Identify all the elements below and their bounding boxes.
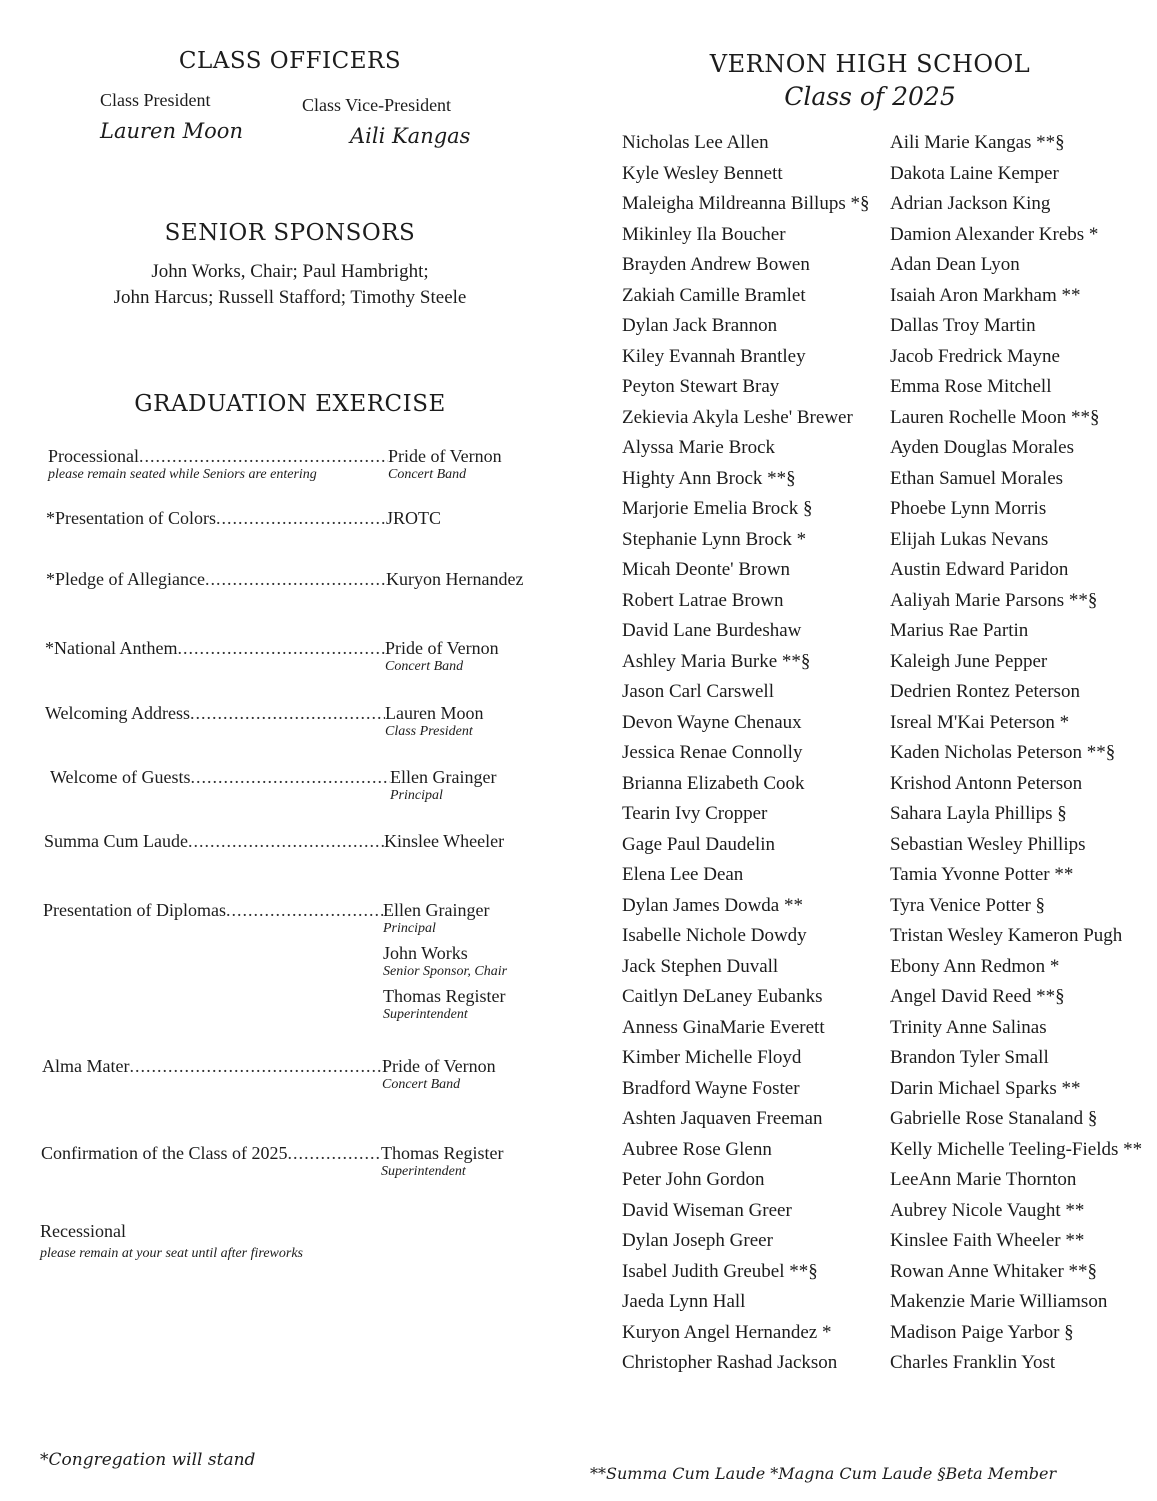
graduate-name: Makenzie Marie Williamson <box>890 1291 1108 1312</box>
program-role: Concert Band <box>385 659 464 674</box>
honors-legend: **Summa Cum Laude *Magna Cum Laude §Beta Member <box>590 1464 1057 1483</box>
graduate-name: Jessica Renae Connolly <box>622 742 803 763</box>
graduate-name: Charles Franklin Yost <box>890 1352 1056 1373</box>
graduate-name: David Lane Burdeshaw <box>622 620 802 641</box>
program-role: Principal <box>383 921 436 936</box>
school-name-heading: VERNON HIGH SCHOOL <box>709 50 1031 78</box>
presenter-name: Thomas Register <box>383 986 506 1006</box>
graduate-name: Brayden Andrew Bowen <box>622 254 810 275</box>
program-item-processional <box>48 446 578 483</box>
program-role: Class President <box>385 724 473 739</box>
graduate-name: Isreal M'Kai Peterson * <box>890 711 1070 733</box>
program-performer: Thomas Register <box>381 1143 504 1163</box>
graduate-name: Ethan Samuel Morales <box>890 467 1064 489</box>
graduate-name: Rowan Anne Whitaker **§ <box>890 1260 1098 1282</box>
program-item-recessional <box>40 1221 570 1262</box>
graduate-name: Elijah Lukas Nevans <box>890 528 1049 550</box>
graduate-name: Jason Carl Carswell <box>622 681 774 702</box>
graduate-name: Kinslee Faith Wheeler ** <box>890 1230 1085 1251</box>
program-event: Recessional <box>40 1221 126 1241</box>
program-event: Alma Mater <box>42 1056 130 1076</box>
graduate-name: Maleigha Mildreanna Billups *§ <box>622 193 870 214</box>
graduate-name: Dedrien Rontez Peterson <box>890 681 1080 702</box>
graduate-name: Kyle Wesley Bennett <box>622 162 783 184</box>
program-performer: Kinslee Wheeler <box>384 831 505 851</box>
program-performer: Ellen Grainger <box>390 767 497 787</box>
graduate-name: Austin Edward Paridon <box>890 559 1069 580</box>
graduate-name: Isabel Judith Greubel **§ <box>622 1260 818 1282</box>
graduate-name: Jack Stephen Duvall <box>622 955 779 977</box>
graduate-name: Dakota Laine Kemper <box>890 162 1059 184</box>
graduate-name: Lauren Rochelle Moon **§ <box>890 406 1100 428</box>
class-president-name: Lauren Moon <box>100 119 243 143</box>
presenter-name: John Works <box>383 943 468 963</box>
senior-sponsors-heading: SENIOR SPONSORS <box>164 220 416 246</box>
class-year-title: Class of 2025 <box>784 82 956 111</box>
class-president-role: Class President <box>100 90 211 110</box>
sponsors-line-2: John Harcus; Russell Stafford; Timothy Steele <box>113 287 467 308</box>
graduate-name: Jacob Fredrick Mayne <box>890 345 1060 367</box>
program-item-welcome-guests <box>50 767 580 804</box>
program-performer: Lauren Moon <box>385 703 484 723</box>
graduate-name: Aubrey Nicole Vaught ** <box>890 1199 1085 1221</box>
program-item-summa-cum-laude <box>44 831 574 852</box>
presenter-role: Superintendent <box>383 1007 468 1022</box>
program-event: Processional <box>48 446 139 466</box>
graduate-name: Kelly Michelle Teeling-Fields ** <box>890 1138 1143 1160</box>
class-officers-heading: CLASS OFFICERS <box>178 48 402 74</box>
graduate-name: Darin Michael Sparks ** <box>890 1077 1081 1099</box>
graduate-name: Sahara Layla Phillips § <box>890 803 1067 824</box>
program-item-welcoming-address <box>45 703 575 740</box>
graduate-name: Jaeda Lynn Hall <box>622 1291 746 1312</box>
graduate-name: Peter John Gordon <box>622 1169 765 1190</box>
graduate-roster-right <box>890 128 1142 1379</box>
program-item-anthem <box>45 638 575 675</box>
graduate-name: Ashley Maria Burke **§ <box>622 650 811 672</box>
graduate-name: Madison Paige Yarbor § <box>890 1321 1074 1343</box>
graduate-name: Emma Rose Mitchell <box>890 376 1052 397</box>
class-vice-president <box>302 95 470 148</box>
graduate-name: Elena Lee Dean <box>622 864 744 885</box>
graduate-name: Ashten Jaquaven Freeman <box>622 1108 823 1129</box>
graduate-name: Gabrielle Rose Stanaland § <box>890 1108 1098 1129</box>
graduate-name: Dylan James Dowda ** <box>622 894 803 916</box>
program-event: *Presentation of Colors <box>46 508 216 528</box>
graduate-name: Stephanie Lynn Brock * <box>622 528 807 550</box>
graduate-name: Adrian Jackson King <box>890 193 1051 214</box>
program-item-diplomas <box>43 900 573 1023</box>
graduate-name: Anness GinaMarie Everett <box>622 1016 825 1038</box>
graduate-roster-left <box>622 128 869 1379</box>
program-performer: Pride of Vernon <box>382 1056 496 1076</box>
graduate-name: Kaleigh June Pepper <box>890 650 1048 672</box>
graduate-name: Ebony Ann Redmon * <box>890 955 1060 977</box>
presenter-role: Senior Sponsor, Chair <box>383 964 508 979</box>
graduate-name: Dallas Troy Martin <box>890 315 1036 336</box>
graduate-name: Trinity Anne Salinas <box>890 1016 1047 1038</box>
class-president <box>100 90 243 143</box>
graduate-name: Phoebe Lynn Morris <box>890 498 1047 519</box>
graduate-name: Isaiah Aron Markham ** <box>890 284 1081 306</box>
program-role: Superintendent <box>381 1164 466 1179</box>
graduation-exercise-heading: GRADUATION EXERCISE <box>134 391 446 417</box>
program-item-confirmation <box>41 1143 571 1180</box>
graduate-name: Brandon Tyler Small <box>890 1047 1049 1068</box>
program-event: Welcome of Guests <box>50 767 191 787</box>
graduate-name: Dylan Joseph Greer <box>622 1230 773 1251</box>
class-vp-name: Aili Kangas <box>350 124 471 148</box>
program-item-colors <box>46 508 576 529</box>
graduate-name: Marius Rae Partin <box>890 620 1029 641</box>
graduate-name: Sebastian Wesley Phillips <box>890 833 1086 855</box>
graduate-name: Zekievia Akyla Leshe' Brewer <box>622 406 853 428</box>
program-role: Concert Band <box>382 1077 461 1092</box>
graduate-name: Peyton Stewart Bray <box>622 376 780 397</box>
graduate-name: Damion Alexander Krebs * <box>890 223 1099 245</box>
program-event: *National Anthem <box>45 638 178 658</box>
graduate-name: Kuryon Angel Hernandez * <box>622 1321 832 1343</box>
graduate-name: Zakiah Camille Bramlet <box>622 284 806 306</box>
program-event: Summa Cum Laude <box>44 831 188 851</box>
graduate-name: Alyssa Marie Brock <box>622 437 776 458</box>
graduate-name: Kaden Nicholas Peterson **§ <box>890 742 1116 763</box>
program-event: *Pledge of Allegiance <box>46 569 205 589</box>
program-performer: Pride of Vernon <box>385 638 499 658</box>
graduate-name: LeeAnn Marie Thornton <box>890 1169 1077 1190</box>
graduate-name: Krishod Antonn Peterson <box>890 772 1083 794</box>
graduate-name: Adan Dean Lyon <box>890 254 1020 275</box>
graduate-name: Aubree Rose Glenn <box>622 1138 772 1160</box>
program-role: Principal <box>390 788 443 803</box>
graduate-name: Tearin Ivy Cropper <box>622 803 768 824</box>
sponsors-line-1: John Works, Chair; Paul Hambright; <box>151 261 429 282</box>
graduate-name: Devon Wayne Chenaux <box>622 711 802 733</box>
graduate-name: Bradford Wayne Foster <box>622 1077 800 1099</box>
graduate-name: Tristan Wesley Kameron Pugh <box>890 925 1123 946</box>
program-event: Confirmation of the Class of 2025 <box>41 1143 288 1163</box>
program-note: please remain seated while Seniors are entering <box>48 467 317 482</box>
program-item-pledge <box>46 569 576 590</box>
graduate-name: Ayden Douglas Morales <box>890 437 1074 458</box>
graduate-name: Mikinley Ila Boucher <box>622 223 786 245</box>
program-note: please remain at your seat until after fireworks <box>40 1246 303 1261</box>
graduate-name: Aaliyah Marie Parsons **§ <box>890 589 1098 611</box>
program-performer: Ellen Grainger <box>383 900 490 920</box>
graduate-name: David Wiseman Greer <box>622 1199 792 1221</box>
program-item-alma-mater <box>42 1056 572 1093</box>
program-role: Concert Band <box>388 467 467 482</box>
program-event: Welcoming Address <box>45 703 191 723</box>
program-performer: Kuryon Hernandez <box>386 569 524 589</box>
graduate-name: Highty Ann Brock **§ <box>622 467 796 489</box>
class-vp-role: Class Vice-President <box>302 95 452 115</box>
graduate-name: Kimber Michelle Floyd <box>622 1047 802 1068</box>
graduate-name: Caitlyn DeLaney Eubanks <box>622 986 823 1007</box>
program-performer: JROTC <box>386 508 442 528</box>
graduate-name: Christopher Rashad Jackson <box>622 1352 838 1373</box>
graduate-name: Gage Paul Daudelin <box>622 833 776 855</box>
graduate-name: Brianna Elizabeth Cook <box>622 772 805 794</box>
graduate-name: Nicholas Lee Allen <box>622 132 769 153</box>
graduate-name: Isabelle Nichole Dowdy <box>622 925 807 946</box>
graduate-name: Kiley Evannah Brantley <box>622 345 806 367</box>
graduate-name: Tyra Venice Potter § <box>890 894 1046 916</box>
program-event: Presentation of Diplomas <box>43 900 226 920</box>
program-performer: Pride of Vernon <box>388 446 502 466</box>
congregation-stand-note: *Congregation will stand <box>40 1450 256 1470</box>
graduate-name: Angel David Reed **§ <box>890 986 1065 1007</box>
graduate-name: Marjorie Emelia Brock § <box>622 498 813 519</box>
graduate-name: Micah Deonte' Brown <box>622 559 791 580</box>
graduate-name: Robert Latrae Brown <box>622 589 784 611</box>
graduate-name: Tamia Yvonne Potter ** <box>890 864 1074 885</box>
graduate-name: Dylan Jack Brannon <box>622 315 778 336</box>
graduate-name: Aili Marie Kangas **§ <box>890 132 1065 153</box>
